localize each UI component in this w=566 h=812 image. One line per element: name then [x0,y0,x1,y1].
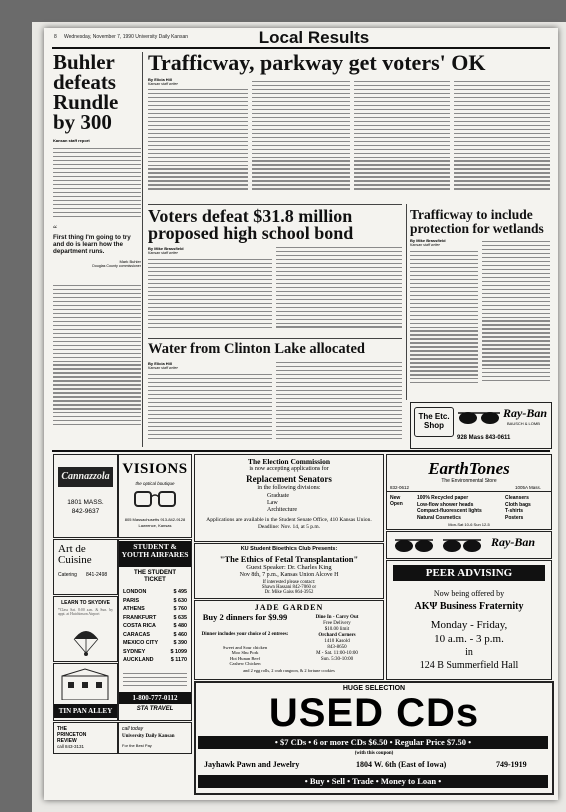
earthtones-tagline: The Environmental Store [441,478,497,484]
water-byline: By Elicia Hill [148,361,173,366]
airfare-price: $ 630 [173,597,187,604]
ray-ban-logo-2: Ray-Ban [491,535,536,549]
dish-2: Moo Shu Pork [231,650,259,656]
dish-1: Sweet and Sour chicken [222,645,268,650]
election-heading: Replacement Senators [246,474,332,484]
airfare-city: CARACAS [123,631,150,638]
voters-byline: By Mike Brassfield [148,246,184,251]
airfare-list [123,588,187,665]
airfare-price: $ 460 [173,631,187,638]
visions-city: Lawrence, Kansas [138,523,172,528]
buhler-quote-text: First thing I'm going to try and do is learn how the department runs. [53,234,131,256]
jade-hours-2: Sun. 5:30-10:00 [320,657,354,662]
jade-free-delivery: Free Delivery [323,621,351,626]
airfare-row [123,622,187,631]
product-8: Posters [505,514,524,521]
wetlands-col1 [410,248,478,396]
page-number: 8 [54,34,57,40]
art-de-cuisine-name: Art de Cuisine [58,543,92,566]
buhler-pull-quote [53,225,141,268]
peer-advising-ad [386,560,552,680]
glasses-icon [133,488,177,515]
voters-col2 [276,244,402,336]
wetlands-col2 [482,238,550,398]
airfare-price: $ 760 [173,606,187,612]
earthtones-address: 1005A Mass. [515,485,542,490]
water-col2 [276,359,402,445]
water-byline-sub: Kansan staff writer [148,366,178,370]
story-divider-2 [148,338,402,339]
jade-garden-dishes [199,645,291,667]
tin-pan-alley-ad [53,663,118,721]
airfare-price: $ 480 [173,623,187,629]
skydive-ad [53,596,118,662]
airfare-row [123,614,187,623]
earthtones-products [417,495,482,521]
earthtones-logo: EarthTones [428,459,510,478]
princeton-review-phone: call 843-3131 [57,744,85,749]
column-divider [142,52,143,447]
main-story-col3 [354,78,450,202]
visions-ad [118,454,192,538]
wetlands-byline: By Mike Brassfield [410,238,446,243]
used-cds-coupon: (with this coupon) [354,751,394,756]
jade-garden-extra: and 2 egg rolls, 2 crab rangoon, & 2 fortune cookies [243,668,335,673]
art-de-cuisine-catering: Catering [58,572,77,578]
kansan-ad-name: University Daily Kansan [122,734,175,739]
election-intro: in the following divisions: [257,485,321,491]
header-rule [52,47,550,49]
jade-dine-in: Dine In - Carry Out [315,615,359,620]
voters-col1 [148,256,272,336]
etc-shop-ad [410,402,552,449]
main-story-col4 [454,78,550,202]
peer-advising-time: 10 a.m. - 3 p.m. [434,633,504,645]
jade-garden-name: JADE GARDEN [254,603,324,612]
jade-hours-1: M - Sat. 11:00-10:00 [316,651,358,656]
student-travel-fineprint [123,670,187,690]
airfare-row [123,597,187,606]
etc-shop-logo [414,407,454,437]
peer-advising-fraternity: ΑΚΨ Business Fraternity [414,601,524,612]
buhler-byline: Kansan staff report [53,138,90,143]
airfare-row [123,631,187,640]
used-cds-title: USED CDs [268,691,480,735]
used-cds-top: HUGE SELECTION [342,685,406,692]
airfare-city: ATHENS [123,606,145,612]
wetlands-byline-sub: Kansan staff writer [410,243,440,247]
buhler-headline: Buhler defeats Rundle by 300 [53,50,119,134]
bioethics-contact-1: Shawn Hassani 842-7060 or [261,585,317,590]
art-de-cuisine-ad [53,539,118,595]
section-title: Local Results [258,28,370,47]
cannazzola-phone: 842-9637 [71,508,100,515]
student-ticket-title: THE STUDENT TICKET [134,570,176,583]
jade-address: 1410 Kasold [324,639,350,644]
election-commission-ad [194,454,384,542]
dish-3: Hot Hunan Beef [229,655,261,661]
main-byline-sub: Kansan staff writer [148,82,178,86]
peer-advising-in: in [465,647,473,658]
jade-location: Orchard Corners [318,633,356,638]
used-cds-store: Jayhawk Pawn and Jewelry [204,760,300,769]
earthtones-hours: Mon-Sat 10-6 Sun 12-5 [448,522,490,527]
airfare-city: LONDON [123,589,147,595]
jade-garden-info [295,615,379,663]
water-headline: Water from Clinton Lake allocated [148,341,365,357]
story-divider [148,204,402,205]
buhler-attribution: Mark Buhler [119,258,141,264]
buhler-attribution-title: Douglas County commissioner [92,263,141,268]
bioethics-contact-label: If interested please contact: [262,580,316,585]
peer-advising-title: PEER ADVISING [393,565,545,581]
product-1: 100% Recycled paper [417,495,469,501]
bioethics-title: KU Student Bioethics Club Presents: [240,546,338,552]
water-col1 [148,371,272,445]
election-footer: Applications are available in the Student Senate Office, 410 Kansas Union. Deadline: Nov. 14, at 5 p.m. [206,517,372,530]
buhler-body-text [53,145,141,223]
election-subtitle: is now accepting applications for [249,466,329,472]
airfare-row [123,648,187,657]
earthtones-phone: 832-0612 [390,485,410,490]
product-5: Cleansers [505,495,529,501]
product-2: Low-flow shower heads [417,501,474,508]
earthtones-ad [386,454,552,530]
main-byline: By Elicia Hill [148,77,173,82]
cannazzola-address: 1801 MASS. [67,499,104,506]
quote-mark-icon: “ [53,224,57,234]
earthtones-new-open: New Open [390,495,403,507]
parachute-icon [72,627,100,662]
airfare-city: PARIS [123,597,140,604]
ray-ban-ad [386,531,552,559]
airfare-row [123,588,187,597]
column-divider-right [406,204,407,400]
student-travel-phone: 1-800-777-0112 [119,692,191,704]
earthtones-products-2 [505,495,531,521]
jade-garden-offer-sub: Dinner includes your choice of 2 entrees: [201,632,289,637]
visions-logo: VISIONS [122,461,188,477]
peer-advising-days: Monday - Friday, [430,619,508,631]
visions-sub: the optical boutique [135,481,175,486]
princeton-review-ad [53,722,118,754]
main-headline: Trafficway, parkway get voters' OK [148,50,486,75]
airfare-price: $ 635 [173,614,187,621]
airfare-row [123,639,187,648]
voters-byline-sub: Kansan staff writer [148,251,178,255]
sta-travel-logo: STA TRAVEL [136,706,174,712]
airfare-row [123,656,187,665]
used-cds-phone: 749-1919 [496,760,527,769]
voters-headline: Voters defeat $31.8 million proposed high school bond [148,206,354,243]
bioethics-event: "The Ethics of Fetal Transplantation" [219,554,359,564]
bioethics-ad [194,543,384,599]
division-architecture: Architecture [267,507,297,513]
airfare-city: COSTA RICA [123,623,156,629]
etc-shop-name: The Etc. Shop [418,412,450,430]
airfare-price: $ 495 [173,589,187,595]
division-law: Law [267,500,278,506]
airfare-city: FRANKFURT [123,614,157,621]
division-graduate: Graduate [267,493,289,499]
used-cds-address: 1804 W. 6th (East of Iowa) [356,760,447,769]
ray-ban-sub: BAUSCH & LOMB [507,421,540,426]
airfare-row [123,605,187,614]
product-6: Cloth bags [505,501,531,508]
princeton-review-name: THE PRINCETON REVIEW [57,726,87,744]
earthtones-divider [387,491,551,492]
peer-advising-now: Now being offered by [433,589,505,598]
used-cds-slogan: • Buy • Sell • Trade • Money to Loan • [198,775,548,788]
art-de-cuisine-phone: 841-2498 [86,572,108,578]
dish-4: Cashew Chicken [229,661,261,667]
peer-advising-room: 124 B Summerfield Hall [419,660,519,671]
tin-pan-alley-name: TIN PAN ALLEY [54,704,117,718]
bioethics-speaker: Guest Speaker: Dr. Charles King [246,564,332,571]
etc-shop-phone: 928 Mass 843-0611 [457,435,511,441]
election-title: The Election Commission [247,457,331,466]
sunglasses-icon-2 [393,537,483,558]
kansan-ad [118,722,192,754]
jade-phone: 843-8650 [327,645,347,650]
jade-garden-ad [194,600,384,680]
product-3: Compact-fluorescent lights [417,508,482,514]
airfare-price: $ 1170 [170,657,187,663]
airfare-city: SYDNEY [123,648,146,655]
bioethics-when: Nov 8th, 7 p.m., Kansas Union Alcove H [239,572,339,578]
ray-ban-logo: Ray-Ban [503,406,548,420]
airfare-price: $ 390 [173,640,187,646]
dateline: Wednesday, November 7, 1990 University Daily Kansan [64,34,189,40]
cannazzola-ad [53,454,118,538]
student-travel-ad [118,539,192,721]
product-7: T-shirts [505,508,524,514]
used-cds-deal: • $7 CDs • 6 or more CDs $6.50 • Regular Price $7.50 • [198,736,548,749]
airfare-city: AUCKLAND [123,657,154,663]
cannazzola-logo: Cannazzola [58,467,113,487]
kansan-ad-tagline: For the Best Pay [122,743,152,748]
visions-address: 805 Massachusetts 913-842-9128 [124,517,186,522]
election-divisions [267,493,297,514]
kansan-ad-call: call today [122,726,144,732]
newspaper-page [44,28,558,800]
product-4: Natural Cosmetics [417,514,461,521]
skydive-details: *Class Sat. 8:00 a.m. & Sun. by appt. at Hutchinson Airport [58,608,113,617]
buhler-body-text-2 [53,282,141,442]
ad-section-rule [52,450,550,452]
sunglasses-icon [457,409,501,430]
jade-garden-offer: Buy 2 dinners for $9.99 [202,612,288,622]
jade-delivery-amt: $10.00 limit [324,627,350,632]
building-icon [60,668,110,705]
wetlands-headline: Trafficway to include protection for wetlands [410,207,544,236]
airfare-city: MEXICO CITY [123,640,159,646]
bioethics-contact-2: Dr. Mike Gaiss 864-3952 [264,590,314,595]
student-travel-title: STUDENT & YOUTH AIRFARES [119,541,191,567]
used-cds-ad [194,681,554,795]
main-story-col1 [148,86,248,202]
main-story-col2 [252,78,350,202]
skydive-title: LEARN TO SKYDIVE [61,600,110,606]
airfare-price: $ 1099 [170,648,187,655]
